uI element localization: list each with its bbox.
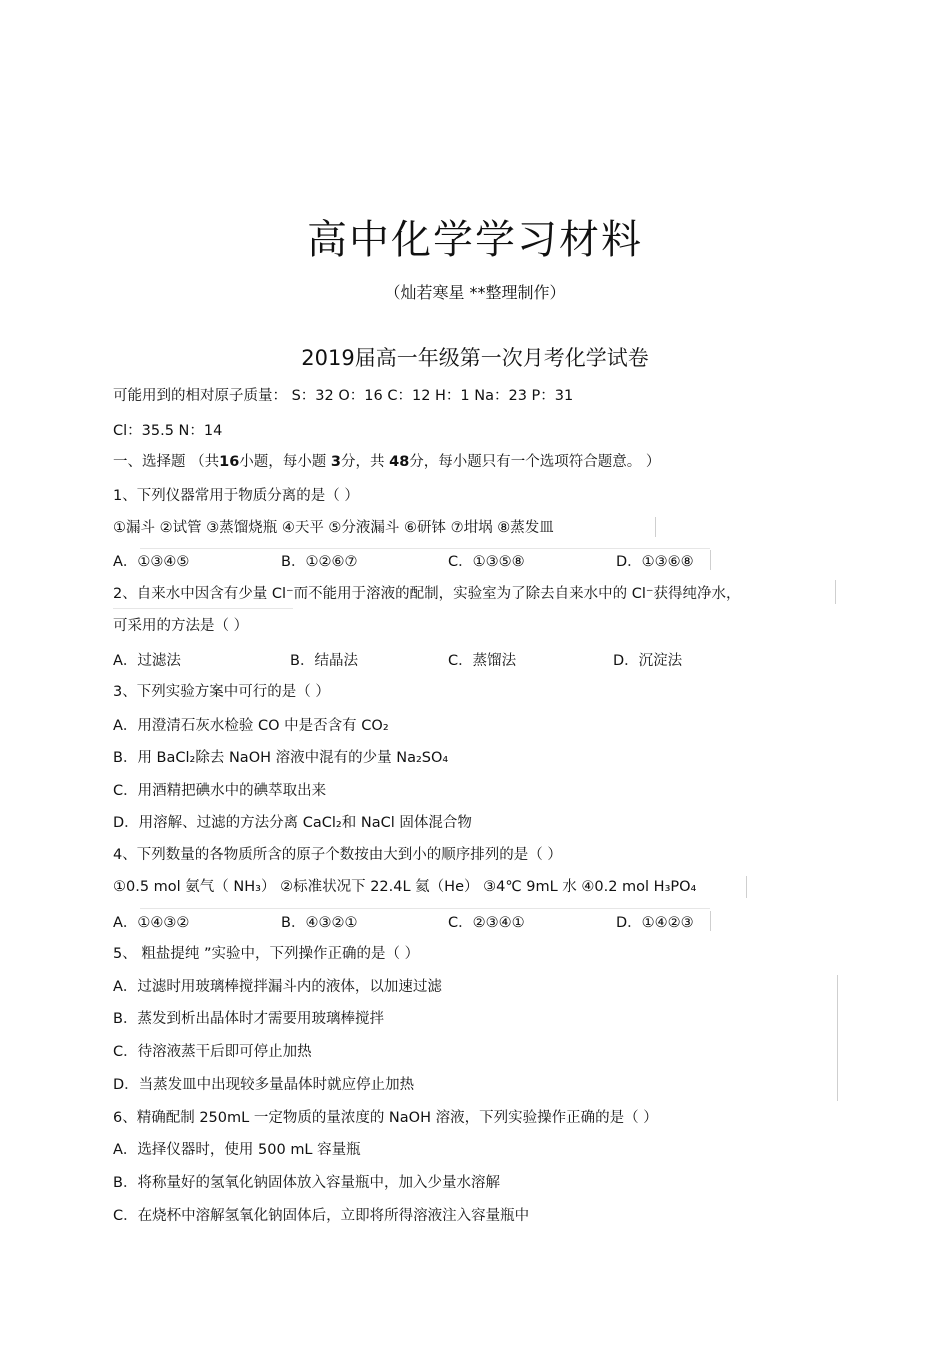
q2-option-a: A．过滤法	[113, 653, 181, 669]
q6-option-b: B．将称量好的氢氧化钠固体放入容量瓶中，加入少量水溶解	[113, 1175, 500, 1191]
section-suffix: 分，每小题只有一个选项符合题意。 ）	[409, 454, 661, 470]
atomic-mass-line-1: 可能用到的相对原子质量： S：32 O：16 C：12 H：1 Na：23 P：31	[113, 388, 574, 404]
question-count: 16	[219, 454, 240, 470]
q5-stem: 5、 粗盐提纯 ”实验中，下列操作正确的是（ ）	[113, 946, 420, 962]
divider	[837, 975, 838, 1101]
q5-option-d: D．当蒸发皿中出现较多量晶体时就应停止加热	[113, 1077, 415, 1093]
exam-title: 2019届高一年级第一次月考化学试卷	[301, 346, 649, 370]
q4-items: ①0.5 mol 氨气（ NH₃） ②标准状况下 22.4L 氦（He） ③4℃ 9mL 水 ④0.2 mol H₃PO₄	[113, 879, 697, 895]
divider	[140, 908, 710, 909]
q2-option-c: C．蒸馏法	[448, 653, 517, 669]
q3-option-c: C．用酒精把碘水中的碘萃取出来	[113, 783, 327, 799]
q1-option-c: C．①③⑤⑧	[448, 554, 525, 570]
page-title: 高中化学学习材料	[307, 217, 643, 263]
divider	[710, 911, 711, 931]
divider	[835, 580, 836, 604]
q1-option-d: D．①③⑥⑧	[616, 554, 694, 570]
q5-option-a: A．过滤时用玻璃棒搅拌漏斗内的液体，以加速过滤	[113, 979, 442, 995]
q1-option-b: B．①②⑥⑦	[281, 554, 358, 570]
q1-items: ①漏斗 ②试管 ③蒸馏烧瓶 ④天平 ⑤分液漏斗 ⑥研钵 ⑦坩埚 ⑧蒸发皿	[113, 520, 554, 536]
q4-stem: 4、下列数量的各物质所含的原子个数按由大到小的顺序排列的是（ ）	[113, 847, 562, 863]
q5-option-c: C．待溶液蒸干后即可停止加热	[113, 1044, 312, 1060]
q2-option-d: D．沉淀法	[613, 653, 683, 669]
q2-option-b: B．结晶法	[290, 653, 358, 669]
divider	[655, 517, 656, 537]
divider	[710, 550, 711, 570]
q3-option-d: D．用溶解、过滤的方法分离 CaCl₂和 NaCl 固体混合物	[113, 815, 472, 831]
q1-stem: 1、下列仪器常用于物质分离的是（ ）	[113, 488, 359, 504]
q4-option-a: A．①④③②	[113, 915, 190, 931]
atomic-mass-line-2: Cl：35.5 N：14	[113, 423, 223, 439]
q6-stem: 6、精确配制 250mL 一定物质的量浓度的 NaOH 溶液，下列实验操作正确的是（ ）	[113, 1110, 658, 1126]
divider	[113, 608, 293, 609]
q5-option-b: B．蒸发到析出晶体时才需要用玻璃棒搅拌	[113, 1011, 384, 1027]
q6-option-a: A．选择仪器时，使用 500 mL 容量瓶	[113, 1142, 361, 1158]
divider	[746, 876, 747, 898]
q1-option-a: A．①③④⑤	[113, 554, 190, 570]
q3-option-b: B．用 BaCl₂除去 NaOH 溶液中混有的少量 Na₂SO₄	[113, 750, 449, 766]
section-heading	[113, 452, 660, 472]
q4-option-b: B．④③②①	[281, 915, 358, 931]
q2-stem-2: 可采用的方法是（ ）	[113, 618, 249, 634]
q4-option-d: D．①④②③	[616, 915, 694, 931]
page-subtitle: （灿若寒星 **整理制作）	[384, 283, 566, 302]
points-each: 3	[330, 454, 341, 470]
q6-option-c: C．在烧杯中溶解氢氧化钠固体后，立即将所得溶液注入容量瓶中	[113, 1208, 530, 1224]
q2-stem-1: 2、自来水中因含有少量 Cl⁻而不能用于溶液的配制，实验室为了除去自来水中的 Cl⁻获得纯净水，	[113, 586, 741, 602]
q3-stem: 3、下列实验方案中可行的是（ ）	[113, 684, 330, 700]
q4-option-c: C．②③④①	[448, 915, 525, 931]
section-mid1: 小题，每小题	[239, 454, 331, 470]
section-prefix: 一、选择题 （共	[113, 454, 220, 470]
section-mid2: 分，共	[341, 454, 390, 470]
divider	[140, 548, 710, 549]
q3-option-a: A．用澄清石灰水检验 CO 中是否含有 CO₂	[113, 718, 389, 734]
points-total: 48	[389, 454, 410, 470]
